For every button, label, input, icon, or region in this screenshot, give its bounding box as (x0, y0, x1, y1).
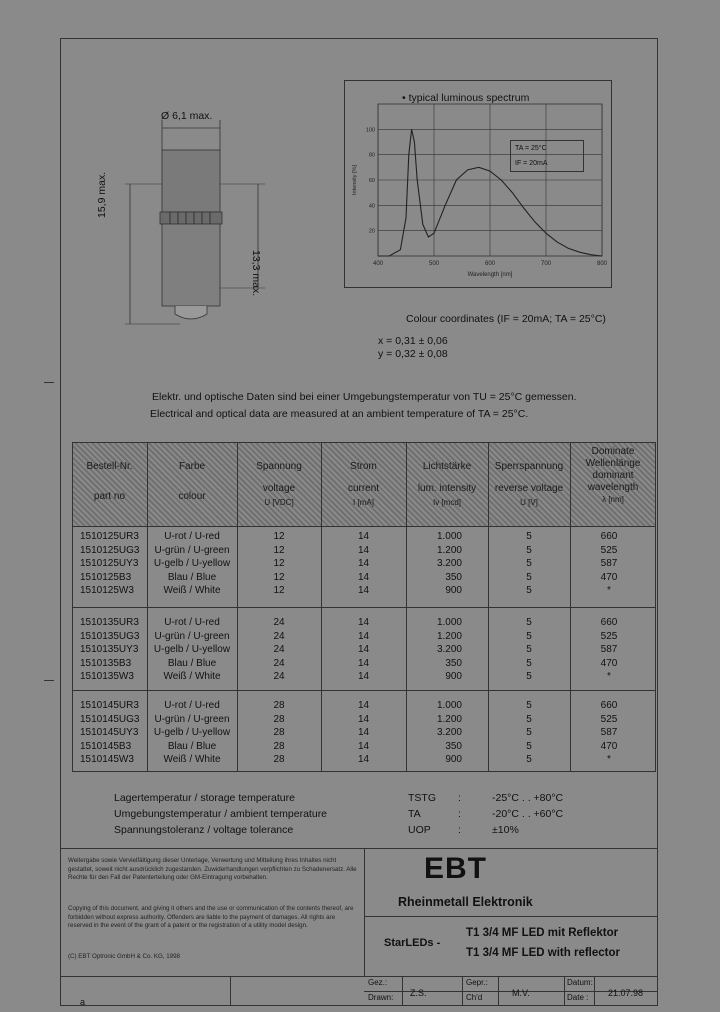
label-date: Date : (567, 993, 589, 1002)
x-tick-label: 400 (372, 261, 384, 267)
hdr-partno-de: Bestell-Nr. (86, 461, 133, 472)
table-cell-col0: 1510145W3 (80, 754, 134, 765)
table-cell-col1: U-gelb / U-yellow (153, 644, 231, 655)
spec-label: Spannungstoleranz / voltage tolerance (114, 824, 294, 836)
hdr-intensity (406, 452, 488, 510)
revision-letter: a (80, 997, 86, 1007)
spec-value: ±10% (492, 824, 519, 836)
y-axis-label: Intensity [%] (352, 165, 358, 195)
table-cell-col0: 1510145UG3 (80, 713, 140, 725)
table-cell-col6: * (607, 754, 611, 765)
table-cell-col0: 1510125UG3 (80, 544, 140, 556)
table-cell-col5: 5 (526, 740, 532, 752)
table-cell-col5: 5 (526, 713, 532, 725)
table-cell-col0: 1510135UG3 (80, 630, 140, 642)
table-cell-col3: 14 (357, 617, 370, 628)
table-header-rule (72, 526, 656, 527)
hdr-colour-de: Farbe (178, 461, 206, 472)
table-cell-col4: 1.000 (436, 531, 462, 542)
copyright: (C) EBT Optronic GmbH & Co. KG, 1998 (68, 953, 180, 960)
table-cell-col2: 12 (273, 585, 285, 596)
titleblock-bottom-rule-1 (60, 976, 658, 977)
table-cell-col1: Weiß / White (163, 671, 221, 682)
table-cell-col1: U-rot / U-red (164, 617, 220, 628)
titleblock-bottom-v3 (462, 976, 463, 1006)
height-body-label: 13,3 max. (250, 250, 262, 297)
table-cell-col0: 1510135UY3 (80, 644, 139, 655)
table-cell-col4: 1.000 (436, 700, 462, 711)
y-tick-label: 100 (365, 127, 375, 134)
spec-colon: : (458, 824, 461, 836)
legend-if: IF = 20mA (515, 160, 548, 167)
hdr-reverse-unit: U [V] (520, 498, 538, 507)
table-cell-col5: 5 (526, 644, 532, 655)
y-tick-label: 20 (368, 228, 375, 235)
spectrum-plot (344, 80, 612, 288)
titleblock-bottom-v4 (498, 976, 499, 1006)
table-cell-col4: 900 (445, 585, 462, 596)
x-tick-label: 500 (428, 261, 440, 267)
hdr-reverse (488, 452, 570, 510)
table-cell-col4: 1.200 (436, 630, 462, 642)
table-cell-col6: 525 (600, 630, 618, 642)
colour-x: x = 0,31 ± 0,06 (378, 335, 448, 347)
table-cell-col1: Blau / Blue (167, 571, 217, 583)
table-cell-col2: 24 (273, 644, 285, 655)
hdr-wavelength-en: dominant wavelength (587, 470, 639, 493)
table-cell-col1: U-gelb / U-yellow (153, 727, 231, 738)
margin-mark-2 (44, 680, 54, 681)
hdr-intensity-unit: Iv [mcd] (432, 498, 461, 507)
table-cell-col3: 14 (357, 727, 370, 738)
legal-en: Copying of this document, and giving it others and the use or communication of the contents thereof, are forbidden without express authority. Offenders are liable to the payment of damages. All rights are reserved in the event of the grant of a patent or the registration of a utility model design. (68, 905, 354, 929)
titleblock-top-rule (60, 848, 658, 849)
y-tick-label: 60 (368, 178, 375, 184)
spec-label: Umgebungstemperatur / ambient temperature (114, 808, 328, 820)
hdr-current-de: Strom (350, 461, 377, 472)
hdr-voltage-unit: U [VDC] (264, 498, 294, 507)
hdr-intensity-de: Lichtstärke (422, 461, 472, 472)
table-cell-col5: 5 (526, 630, 532, 642)
table-cell-col0: 1510135W3 (80, 671, 134, 682)
x-axis-label: Wavelength [nm] (467, 272, 513, 278)
table-cell-col3: 14 (357, 671, 370, 682)
table-cell-col0: 1510125UY3 (80, 558, 139, 569)
height-total-label: 15,9 max. (96, 171, 108, 218)
table-cell-col5: 5 (526, 617, 532, 628)
titleblock-mid-rule (364, 916, 658, 917)
led-outline-drawing (120, 110, 300, 340)
company-name: Rheinmetall Elektronik (398, 895, 533, 909)
table-cell-col3: 14 (357, 657, 370, 669)
spectrum-title: • typical luminous spectrum (402, 92, 530, 104)
hdr-current-en: current (347, 483, 380, 494)
table-cell-col2: 28 (273, 713, 285, 725)
drawn-value: Z.S. (410, 988, 427, 998)
table-cell-col1: U-rot / U-red (164, 531, 220, 542)
spec-symbol: TA (408, 808, 421, 820)
spec-value: -25°C . . +80°C (492, 792, 564, 804)
table-cell-col0: 1510125B3 (80, 571, 132, 583)
titleblock-bottom-v2 (402, 976, 403, 1006)
table-cell-col5: 5 (526, 754, 532, 765)
product-line2: T1 3/4 MF LED with reflector (466, 947, 620, 959)
table-cell-col3: 14 (357, 713, 370, 725)
titleblock-bottom-v6 (594, 976, 595, 1006)
table-cell-col3: 14 (357, 740, 370, 752)
x-tick-label: 800 (596, 261, 608, 267)
table-group-rule-1 (72, 607, 656, 608)
table-cell-col3: 14 (357, 571, 370, 583)
hdr-wavelength (570, 446, 656, 506)
table-cell-col3: 14 (357, 644, 370, 655)
hdr-voltage-de: Spannung (256, 461, 302, 472)
spec-symbol: TSTG (408, 792, 436, 804)
label-datum: Datum: (567, 978, 593, 987)
table-group-rule-2 (72, 690, 656, 691)
hdr-wavelength-de: Dominate Wellenlänge (585, 446, 641, 469)
hdr-voltage-en: voltage (262, 483, 296, 494)
spec-label: Lagertemperatur / storage temperature (114, 792, 295, 804)
table-cell-col6: 660 (600, 700, 618, 711)
titleblock-bottom-v5 (564, 976, 565, 1006)
table-cell-col5: 5 (526, 585, 532, 596)
product-series: StarLEDs - (384, 937, 441, 949)
table-cell-col4: 350 (445, 657, 462, 669)
table-cell-col2: 28 (273, 754, 285, 765)
spec-symbol: UOP (408, 824, 431, 836)
table-cell-col3: 14 (357, 531, 370, 542)
table-cell-col1: U-grün / U-green (154, 544, 230, 556)
table-cell-col6: 470 (600, 740, 618, 752)
table-cell-col2: 28 (273, 700, 285, 711)
table-cell-col5: 5 (526, 657, 532, 669)
date-value: 21.07.98 (608, 988, 644, 998)
spectrum-title-text: typical luminous spectrum (408, 92, 530, 104)
table-cell-col6: 525 (600, 544, 618, 556)
hdr-current-unit: I [mA] (353, 498, 374, 507)
table-cell-col1: U-grün / U-green (154, 630, 230, 642)
ebt-logo: EBT (424, 852, 487, 885)
table-cell-col1: U-rot / U-red (164, 700, 220, 711)
label-gez: Gez.: (368, 978, 388, 987)
table-cell-col5: 5 (526, 671, 532, 682)
table-cell-col4: 350 (445, 740, 462, 752)
table-cell-col1: U-gelb / U-yellow (153, 558, 231, 569)
table-cell-col6: * (607, 585, 611, 596)
table-cell-col0: 1510135B3 (80, 657, 132, 669)
table-cell-col6: 587 (600, 558, 618, 569)
product-line1: T1 3/4 MF LED mit Reflektor (466, 927, 619, 939)
table-cell-col0: 1510145B3 (80, 740, 132, 752)
table-cell-col0: 1510125W3 (80, 585, 134, 596)
y-tick-label: 80 (368, 152, 375, 159)
y-tick-label: 40 (368, 203, 375, 210)
table-cell-col4: 350 (445, 571, 462, 583)
hdr-colour-en: colour (178, 491, 206, 502)
legend-ta: TA = 25°C (515, 145, 547, 152)
hdr-intensity-en: lum. intensity (417, 483, 477, 494)
hdr-reverse-en: reverse voltage (494, 483, 564, 494)
table-cell-col2: 28 (273, 740, 285, 752)
table-cell-col4: 900 (445, 671, 462, 682)
legal-de: Weitergabe sowie Vervielfältigung dieser Unterlage, Verwertung und Mitteilung ihres Inhaltes nicht gestattet, soweit nicht ausdrücklich zugestanden. Zuwiderhandlungen verpflichten zu Schadenersatz. Alle Rechte für den Fall der Patenterteilung oder GM-Eintragung vorbehalten. (68, 857, 357, 881)
table-cell-col5: 5 (526, 558, 532, 569)
table-cell-col2: 12 (273, 558, 285, 569)
titleblock-bottom-v1 (230, 976, 231, 1006)
diameter-label: Ø 6,1 max. (161, 110, 213, 122)
table-cell-col5: 5 (526, 531, 532, 542)
table-cell-col1: Weiß / White (163, 585, 221, 596)
margin-mark-1 (44, 382, 54, 383)
table-cell-col2: 24 (273, 617, 285, 628)
table-cell-col2: 28 (273, 727, 285, 738)
table-cell-col3: 14 (357, 544, 370, 556)
table-cell-col0: 1510135UR3 (80, 617, 139, 628)
titleblock-split-rule (364, 848, 365, 976)
table-cell-col6: 587 (600, 644, 618, 655)
table-cell-col3: 14 (357, 700, 370, 711)
label-gepr: Gepr.: (466, 978, 488, 987)
colour-title: Colour coordinates (IF = 20mA; TA = 25°C) (406, 313, 606, 325)
table-cell-col2: 24 (273, 657, 285, 669)
hdr-voltage (237, 452, 321, 510)
hdr-reverse-de: Sperrspannung (494, 461, 564, 472)
table-cell-col1: U-grün / U-green (154, 713, 230, 725)
colour-y: y = 0,32 ± 0,08 (378, 348, 448, 360)
table-cell-col6: 525 (600, 713, 618, 725)
table-cell-col2: 12 (273, 531, 285, 542)
table-cell-col4: 3.200 (436, 644, 462, 655)
table-cell-col4: 1.200 (436, 544, 462, 556)
table-cell-col4: 3.200 (436, 558, 462, 569)
table-cell-col6: 470 (600, 657, 618, 669)
table-cell-col2: 24 (273, 671, 285, 682)
table-cell-col0: 1510145UR3 (80, 700, 139, 711)
hdr-partno-en: part no (93, 491, 126, 502)
table-cell-col6: 470 (600, 571, 618, 583)
note-de: Elektr. und optische Daten sind bei einer Umgebungstemperatur von TU = 25°C gemessen. (152, 391, 577, 403)
table-cell-col3: 14 (357, 558, 370, 569)
table-cell-col5: 5 (526, 700, 532, 711)
table-cell-col4: 3.200 (436, 727, 462, 738)
table-cell-col1: Weiß / White (163, 754, 221, 765)
table-cell-col6: 587 (600, 727, 618, 738)
hdr-partno (72, 452, 147, 512)
spec-value: -20°C . . +60°C (492, 808, 564, 820)
table-cell-col2: 24 (273, 630, 285, 642)
table-cell-col3: 14 (357, 754, 370, 765)
table-cell-col2: 12 (273, 544, 285, 556)
table-cell-col4: 1.000 (436, 617, 462, 628)
hdr-colour (147, 452, 237, 512)
table-cell-col4: 900 (445, 754, 462, 765)
hdr-current (321, 452, 406, 510)
table-cell-col1: Blau / Blue (167, 657, 217, 669)
table-cell-col4: 1.200 (436, 713, 462, 725)
note-en: Electrical and optical data are measured at an ambient temperature of TA = 25°C. (150, 408, 529, 420)
label-chkd: Ch'd (466, 993, 483, 1002)
table-cell-col5: 5 (526, 544, 532, 556)
table-cell-col2: 12 (273, 571, 285, 583)
x-tick-label: 600 (484, 261, 496, 267)
hdr-wavelength-unit: λ [nm] (602, 495, 624, 504)
table-cell-col3: 14 (357, 585, 370, 596)
spec-colon: : (458, 808, 461, 820)
table-cell-col1: Blau / Blue (167, 740, 217, 752)
label-drawn: Drawn: (368, 993, 394, 1002)
table-cell-col0: 1510145UY3 (80, 727, 139, 738)
table-cell-col5: 5 (526, 571, 532, 583)
table-cell-col3: 14 (357, 630, 370, 642)
checked-value: M.V. (512, 988, 530, 998)
x-tick-label: 700 (540, 261, 552, 267)
table-cell-col5: 5 (526, 727, 532, 738)
table-cell-col6: * (607, 671, 611, 682)
spec-colon: : (458, 792, 461, 804)
table-cell-col6: 660 (600, 617, 618, 628)
table-cell-col6: 660 (600, 531, 618, 542)
table-cell-col0: 1510125UR3 (80, 531, 139, 542)
